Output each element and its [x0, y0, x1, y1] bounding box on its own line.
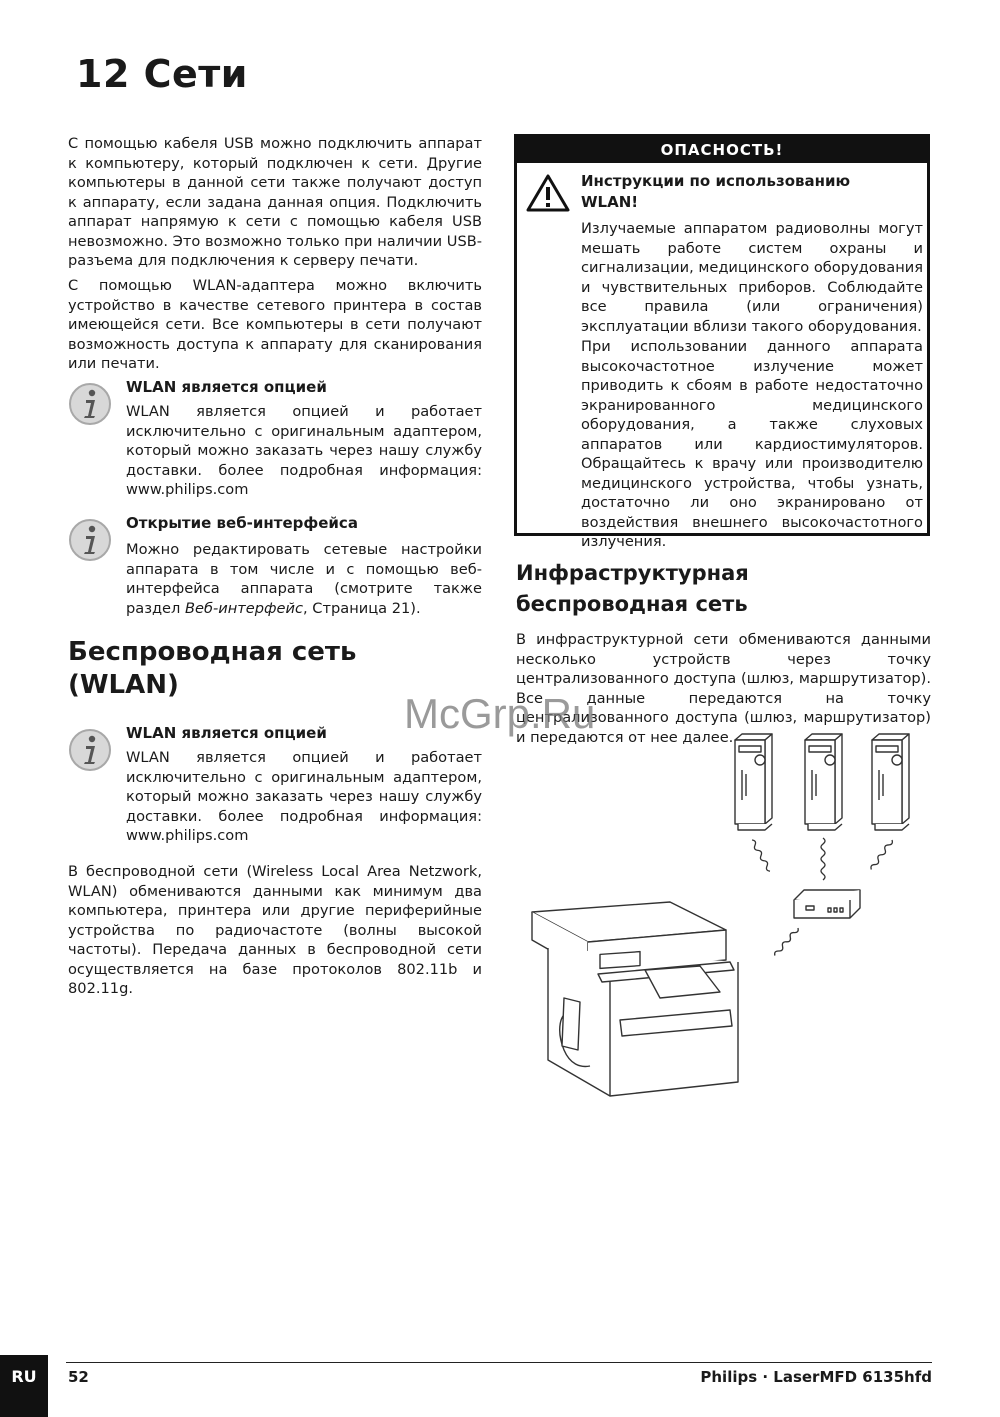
- info-icon: [68, 382, 112, 426]
- note-text: WLAN является опцией и работает исключительно с оригинальным адаптером, который можно заказать через нашу службу доставки. более подробная информация: www.philips.com: [126, 749, 482, 844]
- computer-tower-icon: [872, 734, 909, 830]
- infra-heading-line2: беспроводная сеть: [516, 592, 748, 616]
- computer-tower-icon: [735, 734, 772, 830]
- danger-paragraph-2: При использовании данного аппарата высокочастотное излучение может приводить к сбоям в работе недостаточно экранированного медицинского оборудования, а также слуховых аппаратов или кардиостимуляторов. Обращайтесь к врачу или производителю медицинского устройства, чтобы узнать, достаточно ли оно экранировано от воздействия внешнего высокочастотного излучения.: [581, 338, 923, 550]
- infra-heading-line1: Инфраструктурная: [516, 561, 749, 585]
- computer-tower-icon: [805, 734, 842, 830]
- note-title: Открытие веб-интерфейса: [126, 514, 358, 532]
- footer-divider: [66, 1362, 932, 1363]
- note-web-interface: [68, 514, 482, 624]
- wireless-signal-wave: [773, 927, 799, 957]
- infra-paragraph: В инфраструктурной сети обмениваются данными несколько устройств через точку централизованного доступа (шлюз, маршрутизатор). Все данные передаются на точку централизованного доступа (шлюз, маршрутизатор) и передаются от нее далее.: [516, 631, 931, 746]
- note-title: WLAN является опцией: [126, 378, 327, 396]
- info-icon: [68, 728, 112, 772]
- wireless-heading-line1: Беспроводная сеть: [68, 637, 357, 667]
- infra-heading: [516, 558, 749, 620]
- wireless-signal-wave: [750, 839, 771, 872]
- danger-title-line1: Инструкции по использованию: [581, 172, 851, 190]
- note-text-part: , Страница 21).: [303, 599, 421, 617]
- danger-paragraph-1: Излучаемые аппаратом радиоволны могут мешать работе систем охраны и сигнализации, медицинского оборудования и чувствительных приборов. Соблюдайте все правила (или ограничения) эксплуатации вблизи такого оборудования.: [581, 220, 924, 335]
- footer-brand: Philips · LaserMFD 6135hfd: [700, 1368, 932, 1386]
- printer-icon: [532, 902, 738, 1096]
- network-diagram: [520, 730, 940, 1100]
- wireless-heading-line2: (WLAN): [68, 670, 179, 700]
- language-tab: RU: [0, 1355, 48, 1417]
- wireless-signal-wave: [821, 838, 825, 880]
- note-text: [126, 540, 482, 618]
- wireless-heading: [68, 636, 356, 702]
- danger-title: [581, 171, 921, 213]
- danger-header: ОПАСНОСТЬ!: [517, 137, 927, 163]
- watermark: McGrp.Ru: [404, 690, 596, 737]
- wireless-paragraph: В беспроводной сети (Wireless Local Area Netzwork, WLAN) обмениваются данными как минимум два компьютера, принтера или другие периферийные устройства по радиочастоте (волны высокой частоты). Передача данных в беспроводной сети осуществляется на базе протоколов 802.11b и 802.11g.: [68, 863, 482, 997]
- page-number: 52: [68, 1368, 89, 1386]
- info-icon: [68, 518, 112, 562]
- note-title: WLAN является опцией: [126, 724, 327, 742]
- intro-paragraph-1: С помощью кабеля USB можно подключить аппарат к компьютеру, который подключен к сети. Другие компьютеры в данной сети также получают доступ к аппарату, если задана данная опция. Подключить аппарат напрямую к сети с помощью кабеля USB невозможно. Это возможно только при наличии USB-разъема для подключения к серверу печати.: [68, 135, 482, 269]
- note-wlan-option-1: [68, 378, 482, 508]
- router-icon: [794, 890, 860, 918]
- note-text: WLAN является опцией и работает исключительно с оригинальным адаптером, который можно заказать через нашу службу доставки. более подробная информация: www.philips.com: [126, 403, 482, 498]
- wireless-signal-wave: [870, 839, 894, 871]
- note-text-part: Можно редактировать сетевые настройки аппарата в том числе и с помощью веб-интерфейса аппарата (смотрите также раздел: [126, 541, 482, 617]
- danger-box: [514, 134, 930, 550]
- danger-title-line2: WLAN!: [581, 193, 639, 211]
- warning-triangle-icon: [525, 173, 571, 213]
- note-wlan-option-2: [68, 724, 482, 854]
- intro-paragraph-2: С помощью WLAN-адаптера можно включить устройство в качестве сетевого принтера в состав имеющейся сети. Все компьютеры в сети получают возможность доступа к аппарату для сканирования или печати.: [68, 277, 482, 372]
- web-interface-link[interactable]: Веб-интерфейс: [185, 599, 304, 617]
- chapter-title: 12 Сети: [76, 52, 248, 96]
